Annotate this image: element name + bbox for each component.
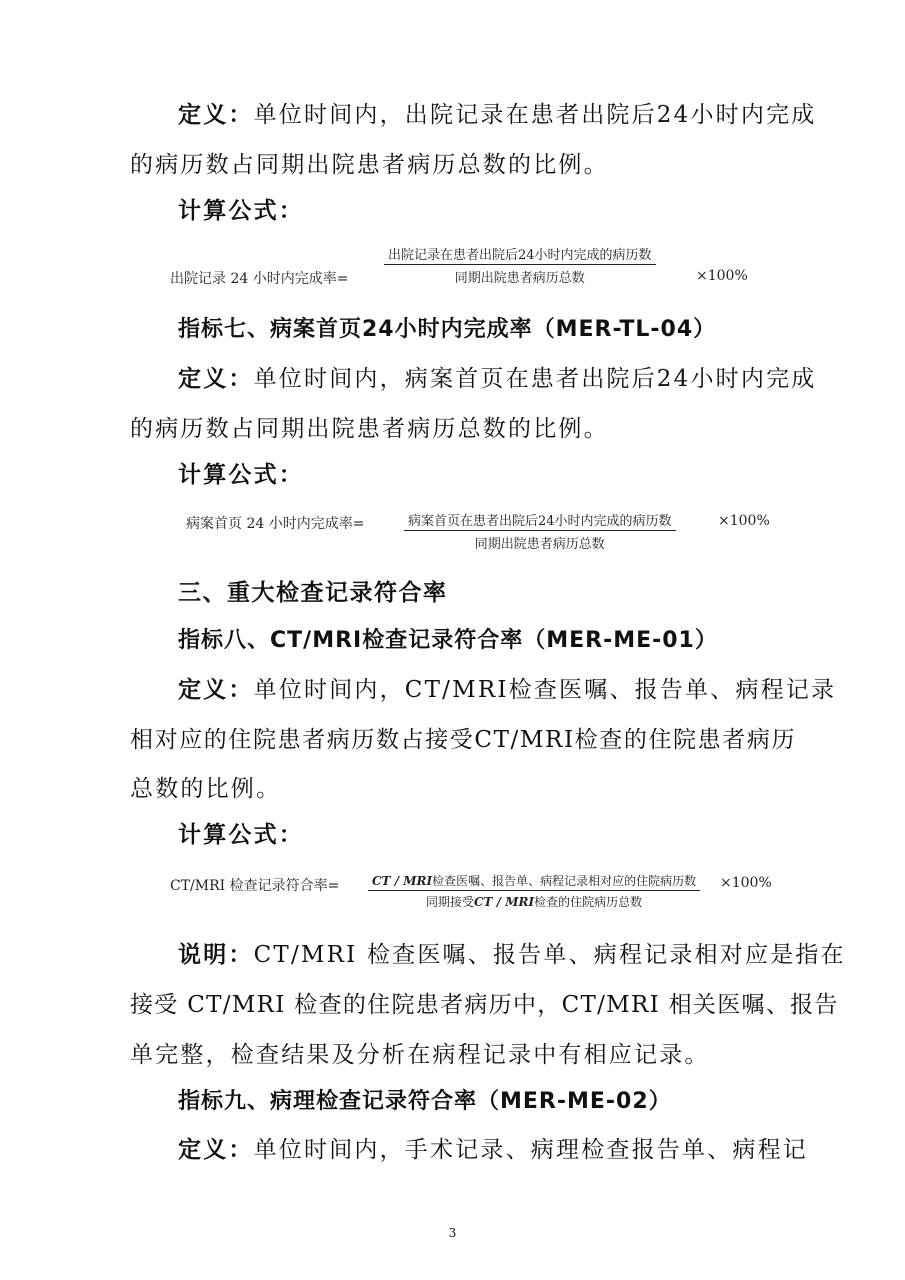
definition-line-2: 相对应的住院患者病历数占接受CT/MRI检查的住院患者病历 <box>130 727 797 753</box>
definition-line-1 <box>178 360 816 393</box>
formula-denominator <box>426 891 642 910</box>
calc-formula-label: 计算公式： <box>178 822 304 848</box>
formula-denominator-pre: 同期接受 <box>425 895 474 909</box>
definition-text: 单位时间内，CT/MRI检查医嘱、报告单、病程记录 <box>253 677 837 703</box>
section-heading: 三、重大检查记录符合率 <box>178 580 448 606</box>
calc-formula-label: 计算公式： <box>178 198 304 224</box>
formula-numerator: 病案首页在患者出院后24小时内完成的病历数 <box>404 510 676 531</box>
formula-lhs: 病案首页 24 小时内完成率= <box>186 516 365 532</box>
definition-line-2: 的病历数占同期出院患者病历总数的比例。 <box>130 152 609 178</box>
formula-multiplier: ×100% <box>718 513 770 529</box>
page-number: 3 <box>448 1226 457 1240</box>
indicator-8-heading: 指标八、CT/MRI检查记录符合率（MER-ME-01） <box>178 628 718 653</box>
definition-text: 单位时间内，病案首页在患者出院后24小时内完成 <box>253 366 817 392</box>
formula-multiplier: ×100% <box>720 875 772 891</box>
definition-line-1 <box>178 671 836 704</box>
formula-denominator: 同期出院患者病历总数 <box>454 271 585 286</box>
formula-numerator-rest: 检查医嘱、报告单、病程记录相对应的住院病历数 <box>432 874 697 888</box>
formula-numerator: 出院记录在患者出院后24小时内完成的病历数 <box>384 244 656 265</box>
definition-text: 单位时间内，出院记录在患者出院后24小时内完成 <box>253 102 817 128</box>
formula-lhs: 出院记录 24 小时内完成率= <box>170 271 349 287</box>
note-label: 说明： <box>178 942 254 968</box>
definition-label: 定义： <box>178 366 254 392</box>
definition-line-1 <box>178 96 816 129</box>
definition-label: 定义： <box>178 1137 254 1163</box>
formula-denominator: 同期出院患者病历总数 <box>474 537 605 552</box>
note-text: CT/MRI 检查医嘱、报告单、病程记录相对应是指在 <box>253 942 846 968</box>
indicator-7-heading: 指标七、病案首页24小时内完成率（MER-TL-04） <box>178 317 717 342</box>
formula-numerator <box>368 872 700 891</box>
definition-label: 定义： <box>178 102 254 128</box>
formula-numerator-ctmri: CT / MRI <box>372 874 433 888</box>
formula-denominator-ctmri: CT / MRI <box>474 895 535 909</box>
definition-line-3: 总数的比例。 <box>130 776 282 802</box>
note-line-1 <box>178 936 846 969</box>
formula-fraction <box>368 872 700 910</box>
formula-fraction <box>384 244 656 286</box>
calc-formula-label: 计算公式： <box>178 462 304 488</box>
note-line-2: 接受 CT/MRI 检查的住院患者病历中，CT/MRI 相关医嘱、报告 <box>130 992 839 1018</box>
definition-line-1 <box>178 1131 808 1164</box>
definition-text: 单位时间内，手术记录、病理检查报告单、病程记 <box>253 1137 809 1163</box>
note-line-3: 单完整，检查结果及分析在病程记录中有相应记录。 <box>130 1042 710 1068</box>
definition-line-2: 的病历数占同期出院患者病历总数的比例。 <box>130 416 609 442</box>
formula-fraction <box>404 510 676 552</box>
formula-lhs: CT/MRI 检查记录符合率= <box>170 878 340 894</box>
indicator-9-heading: 指标九、病理检查记录符合率（MER-ME-02） <box>178 1089 672 1114</box>
formula-denominator-rest: 检查的住院病历总数 <box>534 895 643 909</box>
formula-multiplier: ×100% <box>696 268 748 284</box>
definition-label: 定义： <box>178 677 254 703</box>
